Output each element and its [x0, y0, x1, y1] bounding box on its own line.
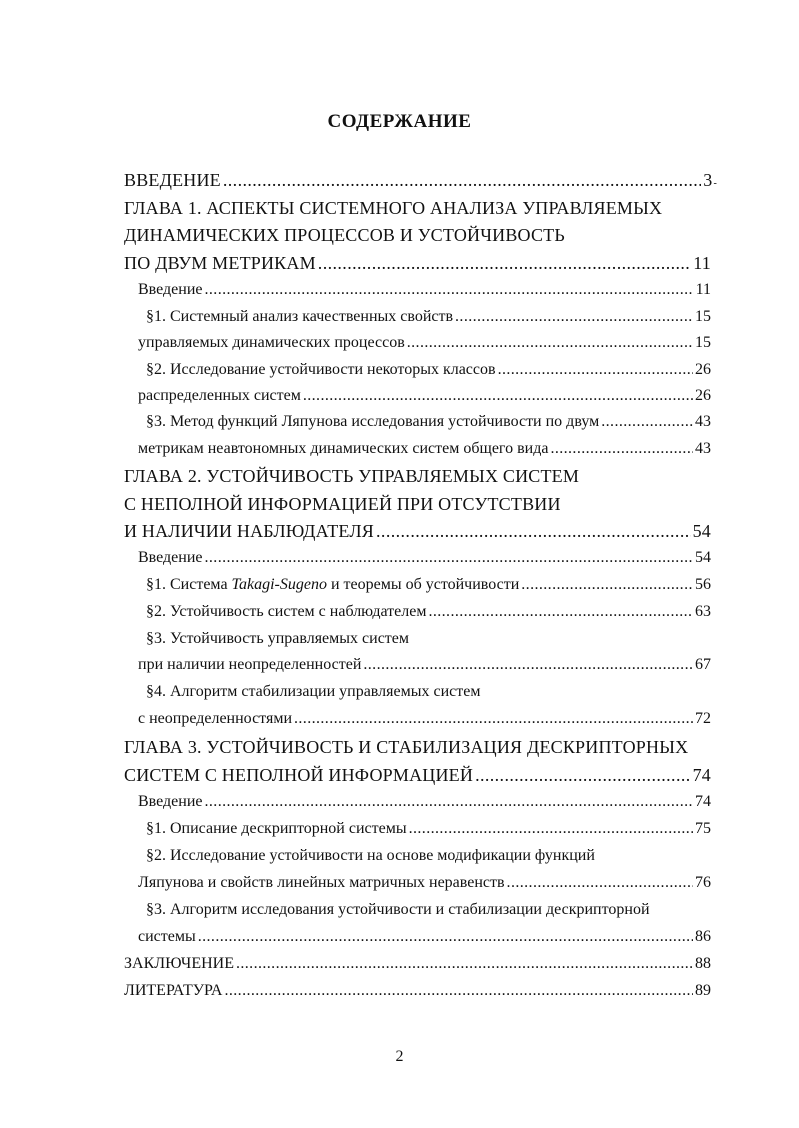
toc-entry-ch3-s2-line1: §2. Исследование устойчивости на основе модификации функций: [146, 847, 595, 864]
toc-page: 88: [695, 955, 711, 972]
toc-page: 74: [695, 793, 711, 810]
toc-leader: [223, 170, 701, 191]
toc-entry-ch2-s2[interactable]: [146, 603, 711, 621]
toc-leader: [303, 387, 693, 405]
toc-leader: [601, 413, 693, 431]
toc-entry-ch1-s2[interactable]: [146, 361, 711, 379]
toc-page: 11: [695, 281, 711, 298]
toc-entry-ch3-s3-line1: §3. Алгоритм исследования устойчивости и стабилизации дескрипторной: [146, 901, 650, 918]
margin-mark: -: [713, 178, 717, 189]
toc-entry-ch2-s3[interactable]: [138, 656, 711, 674]
toc-page: 15: [695, 334, 711, 351]
toc-page: 11: [693, 253, 711, 273]
toc-label: И НАЛИЧИИ НАБЛЮДАТЕЛЯ: [124, 521, 375, 541]
toc-label: §1. Системный анализ качественных свойств: [146, 308, 454, 325]
toc-leader: [205, 281, 694, 299]
toc-label: метрикам неавтономных динамических систем общего вида: [138, 440, 549, 457]
toc-leader: [205, 793, 694, 811]
toc-leader: [376, 521, 691, 542]
toc-label: системы: [138, 928, 196, 945]
toc-label: ЗАКЛЮЧЕНИЕ: [124, 955, 234, 972]
toc-label: Введение: [138, 281, 203, 298]
toc-entry-ch2-s4[interactable]: [138, 710, 711, 728]
toc-page: 26: [695, 361, 711, 378]
toc-page: 56: [695, 576, 711, 593]
toc-entry-ch3-s1[interactable]: [146, 820, 711, 838]
toc-entry-ch2-s4-line1: §4. Алгоритм стабилизации управляемых систем: [146, 683, 481, 700]
toc-leader: [428, 603, 693, 621]
toc-page: 43: [695, 440, 711, 457]
toc-label: Введение: [138, 549, 203, 566]
toc-label: распределенных систем: [138, 387, 301, 404]
toc-entry-ch1-s1[interactable]: [146, 308, 711, 326]
toc-entry-ch3-s3[interactable]: [138, 928, 711, 946]
toc-entry-ch1-s1-cont[interactable]: [138, 334, 711, 352]
toc-entry-ch2-s3-line1: §3. Устойчивость управляемых систем: [146, 630, 410, 647]
toc-leader: [521, 576, 693, 594]
toc-leader: [550, 440, 693, 458]
toc-label: управляемых динамических процессов: [138, 334, 405, 351]
toc-entry-literature[interactable]: [124, 982, 711, 1000]
toc-leader: [498, 361, 693, 379]
toc-page: 3: [703, 170, 713, 190]
toc-chapter-3-line1: ГЛАВА 3. УСТОЙЧИВОСТЬ И СТАБИЛИЗАЦИЯ ДЕСКРИПТОРНЫХ: [124, 737, 689, 757]
toc-leader: [236, 955, 693, 973]
toc-leader: [455, 308, 693, 326]
toc-chapter-1-line1: ГЛАВА 1. АСПЕКТЫ СИСТЕМНОГО АНАЛИЗА УПРАВЛЯЕМЫХ: [124, 198, 663, 218]
toc-page: 72: [695, 710, 711, 727]
toc-page: 43: [695, 413, 711, 430]
toc-page: 76: [695, 874, 711, 891]
toc-entry-ch2-intro[interactable]: [138, 549, 711, 567]
toc-label: при наличии неопределенностей: [138, 656, 362, 673]
toc-chapter-1-line2: ДИНАМИЧЕСКИХ ПРОЦЕССОВ И УСТОЙЧИВОСТЬ: [124, 225, 565, 245]
toc-leader: [224, 982, 693, 1000]
toc-entry-chapter-3[interactable]: [124, 765, 711, 786]
toc-label: Введение: [138, 793, 203, 810]
toc-label: ВВЕДЕНИЕ: [124, 170, 221, 190]
toc-page: 75: [695, 820, 711, 837]
toc-entry-conclusion[interactable]: [124, 955, 711, 973]
toc-chapter-2-line1: ГЛАВА 2. УСТОЙЧИВОСТЬ УПРАВЛЯЕМЫХ СИСТЕМ: [124, 466, 580, 486]
toc-leader: [407, 334, 693, 352]
toc-entry-ch1-s2-cont[interactable]: [138, 387, 711, 405]
toc-page: 74: [692, 765, 711, 785]
toc-leader: [205, 549, 694, 567]
toc-label: §2. Устойчивость систем с наблюдателем: [146, 603, 427, 620]
toc-page: 15: [695, 308, 711, 325]
toc-label: СИСТЕМ С НЕПОЛНОЙ ИНФОРМАЦИЕЙ: [124, 765, 474, 785]
toc-page: 54: [692, 521, 711, 541]
toc-label: §3. Метод функций Ляпунова исследования устойчивости по двум: [146, 413, 600, 430]
toc-leader: [507, 874, 693, 892]
toc-page: 89: [695, 982, 711, 999]
toc-page: 86: [695, 928, 711, 945]
toc-page: 54: [695, 549, 711, 566]
toc-label: §1. Система Takagi-Sugeno и теоремы об устойчивости: [146, 576, 520, 593]
toc-entry-chapter-2[interactable]: [124, 521, 711, 542]
toc-page: 63: [695, 603, 711, 620]
toc-entry-introduction[interactable]: [124, 170, 717, 191]
toc-leader: [294, 710, 693, 728]
toc-page: 26: [695, 387, 711, 404]
toc-label: ПО ДВУМ МЕТРИКАМ: [124, 253, 316, 273]
toc-label: §1. Описание дескрипторной системы: [146, 820, 407, 837]
page-title: СОДЕРЖАНИЕ: [327, 111, 472, 132]
toc-entry-ch1-s3-cont[interactable]: [138, 440, 711, 458]
toc-label: §2. Исследование устойчивости некоторых классов: [146, 361, 496, 378]
toc-leader: [318, 253, 691, 274]
toc-leader: [475, 765, 691, 786]
toc-label: Ляпунова и свойств линейных матричных неравенств: [138, 874, 505, 891]
toc-entry-ch3-intro[interactable]: [138, 793, 711, 811]
toc-page: 67: [695, 656, 711, 673]
toc-entry-ch1-s3[interactable]: [146, 413, 711, 431]
toc-leader: [363, 656, 693, 674]
toc-entry-ch1-intro[interactable]: [138, 281, 711, 299]
toc-label: с неопределенностями: [138, 710, 292, 727]
toc-entry-chapter-1[interactable]: [124, 253, 711, 274]
toc-entry-ch2-s1[interactable]: [146, 576, 711, 594]
toc-leader: [198, 928, 693, 946]
toc-chapter-2-line2: С НЕПОЛНОЙ ИНФОРМАЦИЕЙ ПРИ ОТСУТСТВИИ: [124, 494, 561, 514]
toc-entry-ch3-s2[interactable]: [138, 874, 711, 892]
toc-leader: [409, 820, 693, 838]
page-number: 2: [395, 1048, 404, 1065]
toc-label: ЛИТЕРАТУРА: [124, 982, 223, 999]
